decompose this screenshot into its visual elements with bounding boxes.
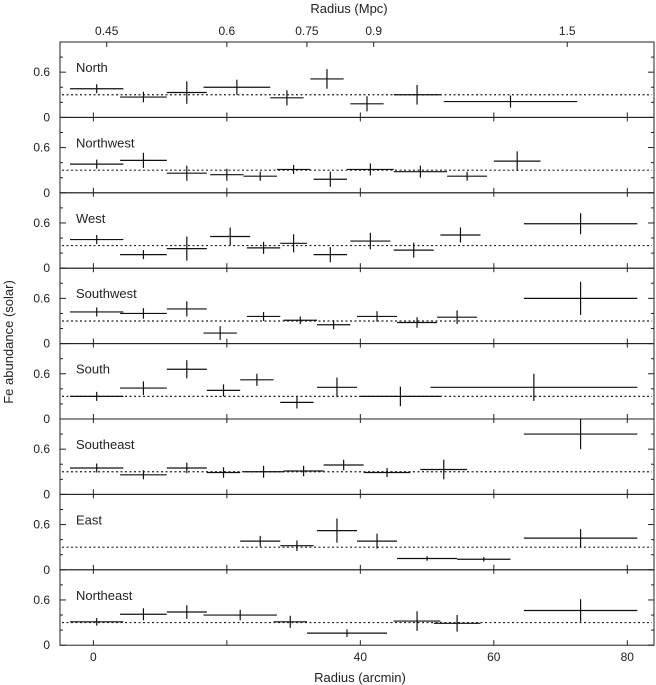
data-point	[277, 165, 310, 174]
data-point	[284, 466, 324, 477]
x-axis-title: Radius (arcmin)	[314, 670, 406, 685]
data-point	[280, 396, 313, 408]
data-point	[120, 153, 167, 168]
panel-southeast	[33, 419, 654, 501]
data-point	[244, 172, 277, 181]
data-point	[167, 81, 207, 104]
data-point	[430, 374, 637, 401]
panel-frame	[60, 570, 654, 645]
data-point	[317, 519, 357, 543]
data-point	[524, 213, 637, 234]
data-point	[324, 460, 364, 471]
data-point	[350, 233, 390, 250]
data-point	[203, 80, 270, 95]
panel-south	[33, 344, 654, 426]
data-point	[440, 227, 480, 242]
panel-frame	[60, 419, 654, 494]
data-point	[434, 615, 481, 632]
data-point	[317, 320, 350, 329]
data-point	[357, 534, 397, 549]
data-point	[70, 618, 123, 626]
data-point	[240, 536, 280, 547]
data-point	[310, 69, 343, 89]
data-point	[240, 374, 273, 386]
data-point	[274, 616, 307, 628]
data-point	[120, 92, 167, 103]
data-point	[70, 235, 123, 244]
data-point	[524, 529, 637, 547]
panel-northeast	[33, 570, 654, 664]
y-tick-label: 0.6	[33, 517, 50, 532]
data-point	[167, 301, 207, 316]
data-point	[120, 608, 167, 620]
x-tick-label: 60	[487, 650, 501, 665]
data-point	[394, 611, 441, 631]
data-point	[120, 250, 167, 259]
data-point	[247, 312, 280, 321]
data-point	[203, 610, 276, 621]
top-tick-label: 0.9	[365, 24, 383, 38]
data-point	[524, 599, 637, 622]
data-point	[444, 96, 577, 108]
data-point	[347, 163, 394, 175]
panel-east	[33, 494, 654, 576]
data-point	[120, 308, 167, 319]
data-point	[364, 468, 411, 477]
data-point	[394, 85, 441, 105]
data-point	[457, 557, 510, 562]
y-tick-label: 0.6	[33, 592, 50, 607]
data-point	[167, 605, 207, 619]
top-axis-title: Radius (Mpc)	[310, 1, 388, 16]
y-tick-label: 0	[43, 412, 50, 426]
panel-label: Southeast	[76, 437, 135, 452]
y-tick-label: 0	[43, 487, 50, 502]
y-tick-label: 0	[43, 185, 50, 200]
y-tick-label: 0	[43, 336, 50, 351]
y-tick-label: 0.6	[33, 442, 50, 457]
panel-label: Southwest	[76, 286, 137, 302]
panel-frame	[60, 344, 654, 419]
data-point	[397, 317, 437, 328]
data-point	[420, 460, 467, 480]
data-point	[280, 234, 307, 252]
data-point	[207, 384, 240, 396]
top-tick-label: 0.6	[218, 24, 236, 38]
x-tick-label: 80	[620, 650, 634, 665]
data-point	[70, 160, 123, 169]
panel-label: Northeast	[76, 587, 133, 603]
panel-southwest	[33, 268, 654, 350]
panel-west	[33, 193, 654, 275]
panel-label: East	[76, 512, 103, 528]
y-tick-label: 0	[43, 638, 50, 653]
panel-frame	[60, 193, 654, 268]
data-point	[317, 378, 357, 398]
panel-frame	[60, 117, 654, 192]
panel-label: North	[76, 60, 108, 75]
data-point	[284, 316, 317, 324]
data-point	[70, 392, 123, 401]
data-point	[357, 311, 397, 322]
top-tick-label: 1.5	[558, 24, 576, 38]
data-point	[167, 166, 207, 181]
y-axis-title: Fe abundance (solar)	[1, 280, 16, 404]
data-point	[447, 172, 487, 181]
x-tick-label: 40	[353, 650, 368, 665]
y-tick-label: 0.6	[33, 215, 50, 230]
data-point	[120, 381, 167, 395]
data-point	[247, 242, 280, 254]
y-tick-label: 0.6	[33, 366, 50, 381]
data-point	[280, 540, 313, 551]
data-point	[120, 470, 167, 479]
data-point	[270, 90, 303, 105]
data-point	[167, 463, 207, 474]
panel-frame	[60, 494, 654, 569]
panel-label: South	[76, 361, 110, 377]
data-point	[70, 84, 123, 93]
panel-north	[33, 42, 654, 124]
data-point	[167, 237, 207, 261]
y-tick-label: 0.6	[33, 65, 50, 80]
data-point	[70, 307, 123, 316]
data-point	[210, 227, 250, 245]
top-tick-label: 0.45	[95, 24, 119, 38]
data-point	[397, 556, 457, 561]
x-tick-label: 0	[90, 650, 97, 665]
y-tick-label: 0	[43, 562, 50, 577]
data-point	[167, 360, 207, 378]
data-point	[494, 151, 541, 171]
data-point	[350, 96, 383, 111]
y-tick-label: 0.6	[33, 291, 50, 306]
panel-label: Northwest	[76, 135, 135, 151]
data-point	[314, 172, 347, 187]
data-point	[360, 387, 440, 407]
data-point	[394, 166, 447, 178]
data-point	[314, 247, 347, 262]
data-point	[207, 467, 240, 478]
panels	[33, 42, 654, 664]
data-point	[203, 326, 236, 340]
panel-frame	[60, 42, 654, 117]
top-tick-label: 0.75	[295, 24, 319, 38]
y-tick-label: 0.6	[33, 140, 50, 155]
data-point	[307, 629, 387, 637]
data-point	[244, 466, 284, 478]
data-point	[437, 310, 477, 324]
panel-label: West	[76, 210, 106, 226]
y-tick-label: 0	[43, 110, 50, 125]
data-point	[70, 463, 123, 472]
y-tick-label: 0	[43, 261, 50, 276]
data-point	[394, 243, 434, 258]
data-point	[524, 419, 637, 449]
panel-frame	[60, 268, 654, 343]
data-point	[524, 282, 637, 315]
panel-northwest	[33, 117, 654, 199]
top-axis-labels	[95, 24, 576, 47]
